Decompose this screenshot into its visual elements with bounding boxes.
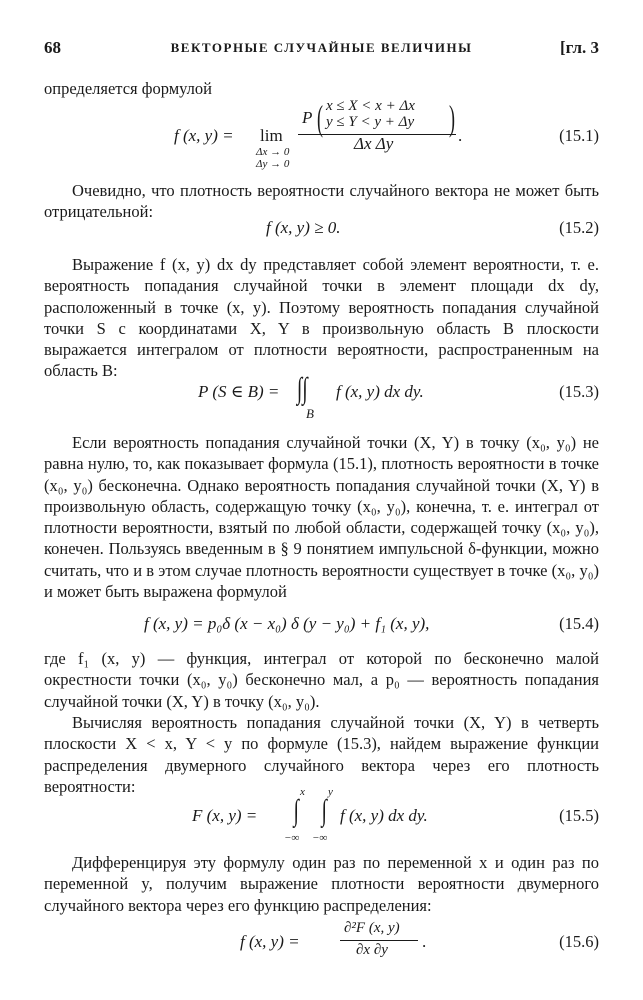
eq6-number: (15.6) xyxy=(559,932,599,951)
page-number: 68 xyxy=(44,38,61,57)
eq4-expr: f (x, y) = p₀δ (x − x₀) δ (y − y₀) + f₁ (x, y), xyxy=(144,614,430,633)
eq5-rhs: f (x, y) dx dy. xyxy=(340,806,428,825)
eq4-number: (15.4) xyxy=(559,614,599,633)
eq1-number: (15.1) xyxy=(559,126,599,145)
eq1-lim-sub-y: Δy → 0 xyxy=(256,158,290,170)
eq5-integral-2: ∫ xyxy=(321,794,327,827)
eq6-dot: . xyxy=(422,932,427,951)
eq5-lhs: F (x, y) = xyxy=(192,806,258,825)
eq6-num: ∂²F (x, y) xyxy=(344,920,400,936)
eq3-rhs: f (x, y) dx dy. xyxy=(336,382,424,401)
eq3-sub: B xyxy=(306,406,314,421)
eq6-den: ∂x ∂y xyxy=(356,942,388,958)
eq2-expr: f (x, y) ≥ 0. xyxy=(266,218,341,237)
paragraph-delta: Если вероятность попадания случайной точки (X, Y) в точку (x₀, y₀) не равна нулю, то, как показывает формула (15.1), плотность вероятности в точке (x₀, y₀) бесконечна. Однако вероятность попадания случайной точки (X, Y) в произвольную область, содержащую точку (x₀, y₀), конечна, т. е. интеграл от плотности вероятности, взятый по любой области, содержащей точку (x₀, y₀), конечен. Пользуясь введенным в § 9 понятием импульсной δ-функции, можно считать, что и в этом случае плотность вероятности существует в точке (x₀, y₀) и может быть выражена формулой xyxy=(44,433,599,602)
eq5-integral-1: ∫ xyxy=(293,794,299,827)
eq1-paren-left: ( xyxy=(317,98,323,138)
paragraph-differentiate: Дифференцируя эту формулу один раз по переменной x и один раз по переменной y, получим выражение плотности вероятности двумерного случайного вектора через его функцию распределения: xyxy=(44,853,599,915)
paragraph-nonneg: Очевидно, что плотность вероятности случайного вектора не может быть отрицательной: xyxy=(44,181,599,222)
paragraph-element: Выражение f (x, y) dx dy представляет собой элемент вероятности, т. е. вероятность попадания случайной точки в элемент площади dx dy, расположенный в точке (x, y). Поэтому вероятность попадания случайной точки S с координатами X, Y в произвольную область B плоскости выражается интегралом от плотности вероятности, распространенным на область B: xyxy=(44,255,599,381)
eq1-dot: . xyxy=(458,126,463,145)
eq1-paren-right: ) xyxy=(449,98,455,138)
running-title: ВЕКТОРНЫЕ СЛУЧАЙНЫЕ ВЕЛИЧИНЫ xyxy=(170,40,473,55)
paragraph-intro: определяется формулой xyxy=(44,79,212,98)
eq1-num-line1: x ≤ X < x + Δx xyxy=(326,98,415,114)
eq5-int1-lower: −∞ xyxy=(284,832,300,844)
equation-15-5 xyxy=(44,786,599,846)
equation-15-6 xyxy=(44,920,599,966)
equation-15-4 xyxy=(44,614,599,636)
eq5-number: (15.5) xyxy=(559,806,599,825)
eq1-den: Δx Δy xyxy=(354,134,394,153)
eq1-num-p: P xyxy=(302,108,313,127)
equation-15-2 xyxy=(44,218,599,240)
eq6-fraction-bar xyxy=(340,940,418,941)
eq3-lhs: P (S ∈ B) = xyxy=(198,382,280,401)
eq1-lim-sub-x: Δx → 0 xyxy=(256,146,290,158)
equation-15-3 xyxy=(44,374,599,420)
eq1-lhs: f (x, y) = xyxy=(174,126,234,145)
eq6-lhs: f (x, y) = xyxy=(240,932,300,951)
paragraph-where: где f₁ (x, y) — функция, интеграл от которой по бесконечно малой окрестности точки (x₀, y₀) бесконечно мал, а p₀ — вероятность попадания случайной точки (X, Y) в точку (x₀, y₀). xyxy=(44,649,599,711)
equation-15-1 xyxy=(44,100,599,172)
eq1-num-line2: y ≤ Y < y + Δy xyxy=(326,114,415,130)
eq3-integral: ∫∫ xyxy=(296,372,308,405)
eq5-int2-lower: −∞ xyxy=(312,832,328,844)
eq1-lim: lim xyxy=(260,126,283,145)
paragraph-quarter: Вычисляя вероятность попадания случайной точки (X, Y) в четверть плоскости X < x, Y < y по формуле (15.3), найдем выражение функции распределения двумерного случайного вектора через его плотность вероятности: xyxy=(44,713,599,796)
eq2-number: (15.2) xyxy=(559,218,599,237)
eq3-number: (15.3) xyxy=(559,382,599,401)
eq5-int2-upper: y xyxy=(328,786,333,798)
chapter-label: [гл. 3 xyxy=(559,38,599,57)
eq5-int1-upper: x xyxy=(300,786,305,798)
page-header xyxy=(44,38,599,62)
